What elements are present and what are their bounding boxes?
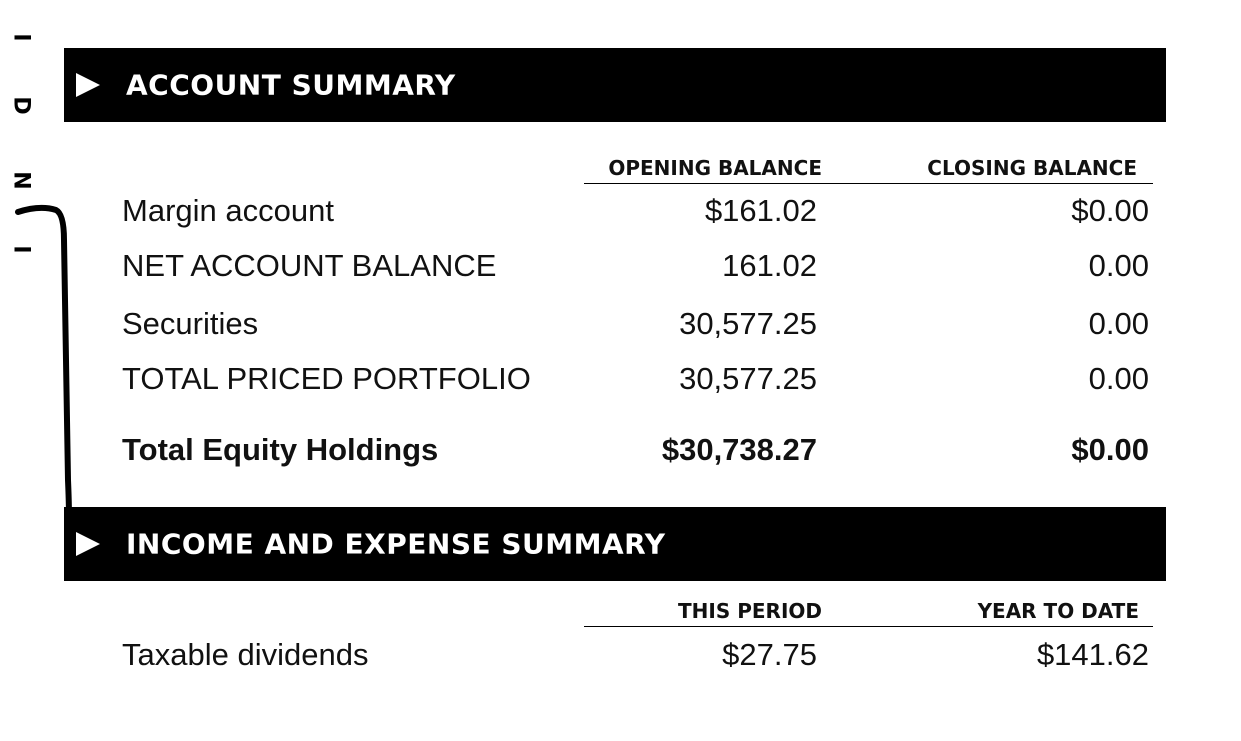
row-label: TOTAL PRICED PORTFOLIO (122, 361, 531, 396)
table-row (0, 248, 1241, 288)
side-tab-letter: I (8, 33, 34, 42)
column-header-rule (584, 626, 1153, 627)
opening-balance-value: 30,577.25 (679, 306, 817, 341)
section-title: INCOME AND EXPENSE SUMMARY (126, 527, 666, 561)
side-tab-letter: N (8, 171, 34, 190)
triangle-right-icon (76, 532, 100, 556)
closing-balance-value: 0.00 (1088, 306, 1149, 341)
side-tab-letter: I (8, 245, 34, 254)
opening-balance-value: $30,738.27 (661, 432, 817, 467)
column-header-this-period: THIS PERIOD (678, 599, 822, 623)
opening-balance-value: $161.02 (704, 193, 817, 228)
section-title: ACCOUNT SUMMARY (126, 68, 456, 102)
table-row (0, 193, 1241, 233)
account-summary-header (64, 48, 1166, 122)
column-header-opening-balance: OPENING BALANCE (608, 156, 822, 180)
income-expense-summary-header (64, 507, 1166, 581)
year-to-date-value: $141.62 (1036, 637, 1149, 672)
triangle-right-icon (76, 73, 100, 97)
column-header-rule (584, 183, 1153, 184)
table-row (0, 306, 1241, 346)
table-row (0, 637, 1241, 677)
closing-balance-value: $0.00 (1071, 432, 1149, 467)
column-header-year-to-date: YEAR TO DATE (977, 599, 1139, 623)
row-label: Total Equity Holdings (122, 432, 439, 467)
closing-balance-value: 0.00 (1088, 361, 1149, 396)
side-tab-letter: D (8, 96, 34, 115)
this-period-value: $27.75 (722, 637, 817, 672)
closing-balance-value: 0.00 (1088, 248, 1149, 283)
row-label: NET ACCOUNT BALANCE (122, 248, 497, 283)
table-row (0, 361, 1241, 401)
closing-balance-value: $0.00 (1071, 193, 1149, 228)
column-header-closing-balance: CLOSING BALANCE (927, 156, 1137, 180)
row-label: Securities (122, 306, 259, 341)
row-label: Margin account (122, 193, 334, 228)
opening-balance-value: 161.02 (722, 248, 817, 283)
row-label: Taxable dividends (122, 637, 369, 672)
total-row (0, 432, 1241, 472)
opening-balance-value: 30,577.25 (679, 361, 817, 396)
